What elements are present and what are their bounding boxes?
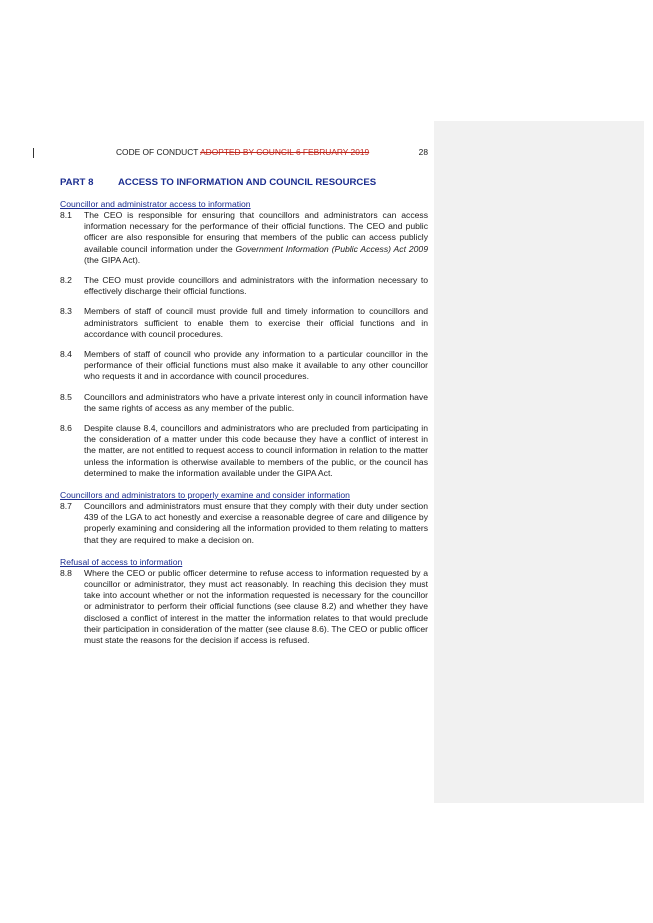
comment-pane: [434, 121, 644, 803]
clause-number: 8.4: [60, 349, 72, 360]
section-heading: Refusal of access to information: [60, 556, 183, 567]
clause-text: Members of staff of council who provide any information to a particular councillor in the performance of their official functions must also make it available to any other councillor who requests it and in accordance with council procedures.: [84, 349, 428, 382]
header-title: CODE OF CONDUCT: [116, 147, 199, 157]
clause-text: Councillors and administrators must ensure that they comply with their duty under section 439 of the LGA to act honestly and exercise a reasonable degree of care and diligence by properly examining and considering all the information provided to them relating to matters that they are required to make a decision on.: [84, 501, 428, 545]
clause-8-6: [60, 423, 428, 479]
clause-8-3: [60, 306, 428, 340]
clause-number: 8.2: [60, 275, 72, 286]
clause-number: 8.6: [60, 423, 72, 434]
clause-text: Despite clause 8.4, councillors and administrators who are precluded from participating in the consideration of a matter under this code because they have a conflict of interest in the matter, are not entitled to request access to council information in relation to the matter unless the information is otherwise available to members of the public, or the council has determined to make the information available under the GIPA Act.: [84, 423, 428, 478]
act-title: Government Information (Public Access) Act 2009: [235, 243, 428, 254]
part-title: ACCESS TO INFORMATION AND COUNCIL RESOURCES: [118, 177, 377, 188]
clause-text: The CEO is responsible for ensuring that councillors and administrators can access information necessary for the performance of their official functions. The CEO and public officer are also responsible for ensuring that members of the public can access publicly available council information under the Government Information (Public Access) Act 2009 (the GIPA Act).: [84, 210, 428, 265]
clause-8-2: [60, 275, 428, 297]
revision-change-bar: [33, 148, 34, 158]
page-number: 28: [418, 147, 428, 157]
clause-number: 8.1: [60, 210, 72, 220]
clause-8-1: [60, 210, 428, 266]
section-heading: Councillor and administrator access to information: [60, 199, 251, 209]
clause-8-4: [60, 349, 428, 383]
header-deleted-text: ADOPTED BY COUNCIL 6 FEBRUARY 2019: [200, 147, 370, 157]
document-body: [60, 176, 428, 655]
part-number: PART 8: [60, 177, 94, 188]
part-heading: [60, 176, 428, 190]
clause-number: 8.8: [60, 567, 72, 578]
clause-number: 8.5: [60, 391, 72, 402]
clause-text: Where the CEO or public officer determine to refuse access to information requested by a councillor or administrator, they must act reasonably. In reaching this decision they must take into account whether or not the information requested is necessary for the councillor or administrator to perform their official functions (see clause 8.2) and whether they have disclosed a conflict of interest in the matter the information relates to that would preclude their participation in consideration of the matter (see clause 8.6). The CEO or public officer must state the reasons for the decision if access is refused.: [84, 567, 428, 646]
header-text: [116, 147, 369, 158]
clause-8-5: [60, 392, 428, 414]
clause-8-8: [60, 568, 428, 646]
clause-number: 8.3: [60, 306, 72, 317]
clause-text: Councillors and administrators who have a private interest only in council information have the same rights of access as any member of the public.: [84, 391, 428, 413]
clause-text: Members of staff of council must provide full and timely information to councillors and administrators sufficient to enable them to exercise their official functions and in accordance with council procedures.: [84, 306, 428, 339]
clause-text: The CEO must provide councillors and administrators with the information necessary to effectively discharge their official functions.: [84, 275, 428, 297]
clause-number: 8.7: [60, 501, 72, 512]
clause-8-7: [60, 501, 428, 546]
section-heading: Councillors and administrators to properly examine and consider information: [60, 490, 350, 501]
